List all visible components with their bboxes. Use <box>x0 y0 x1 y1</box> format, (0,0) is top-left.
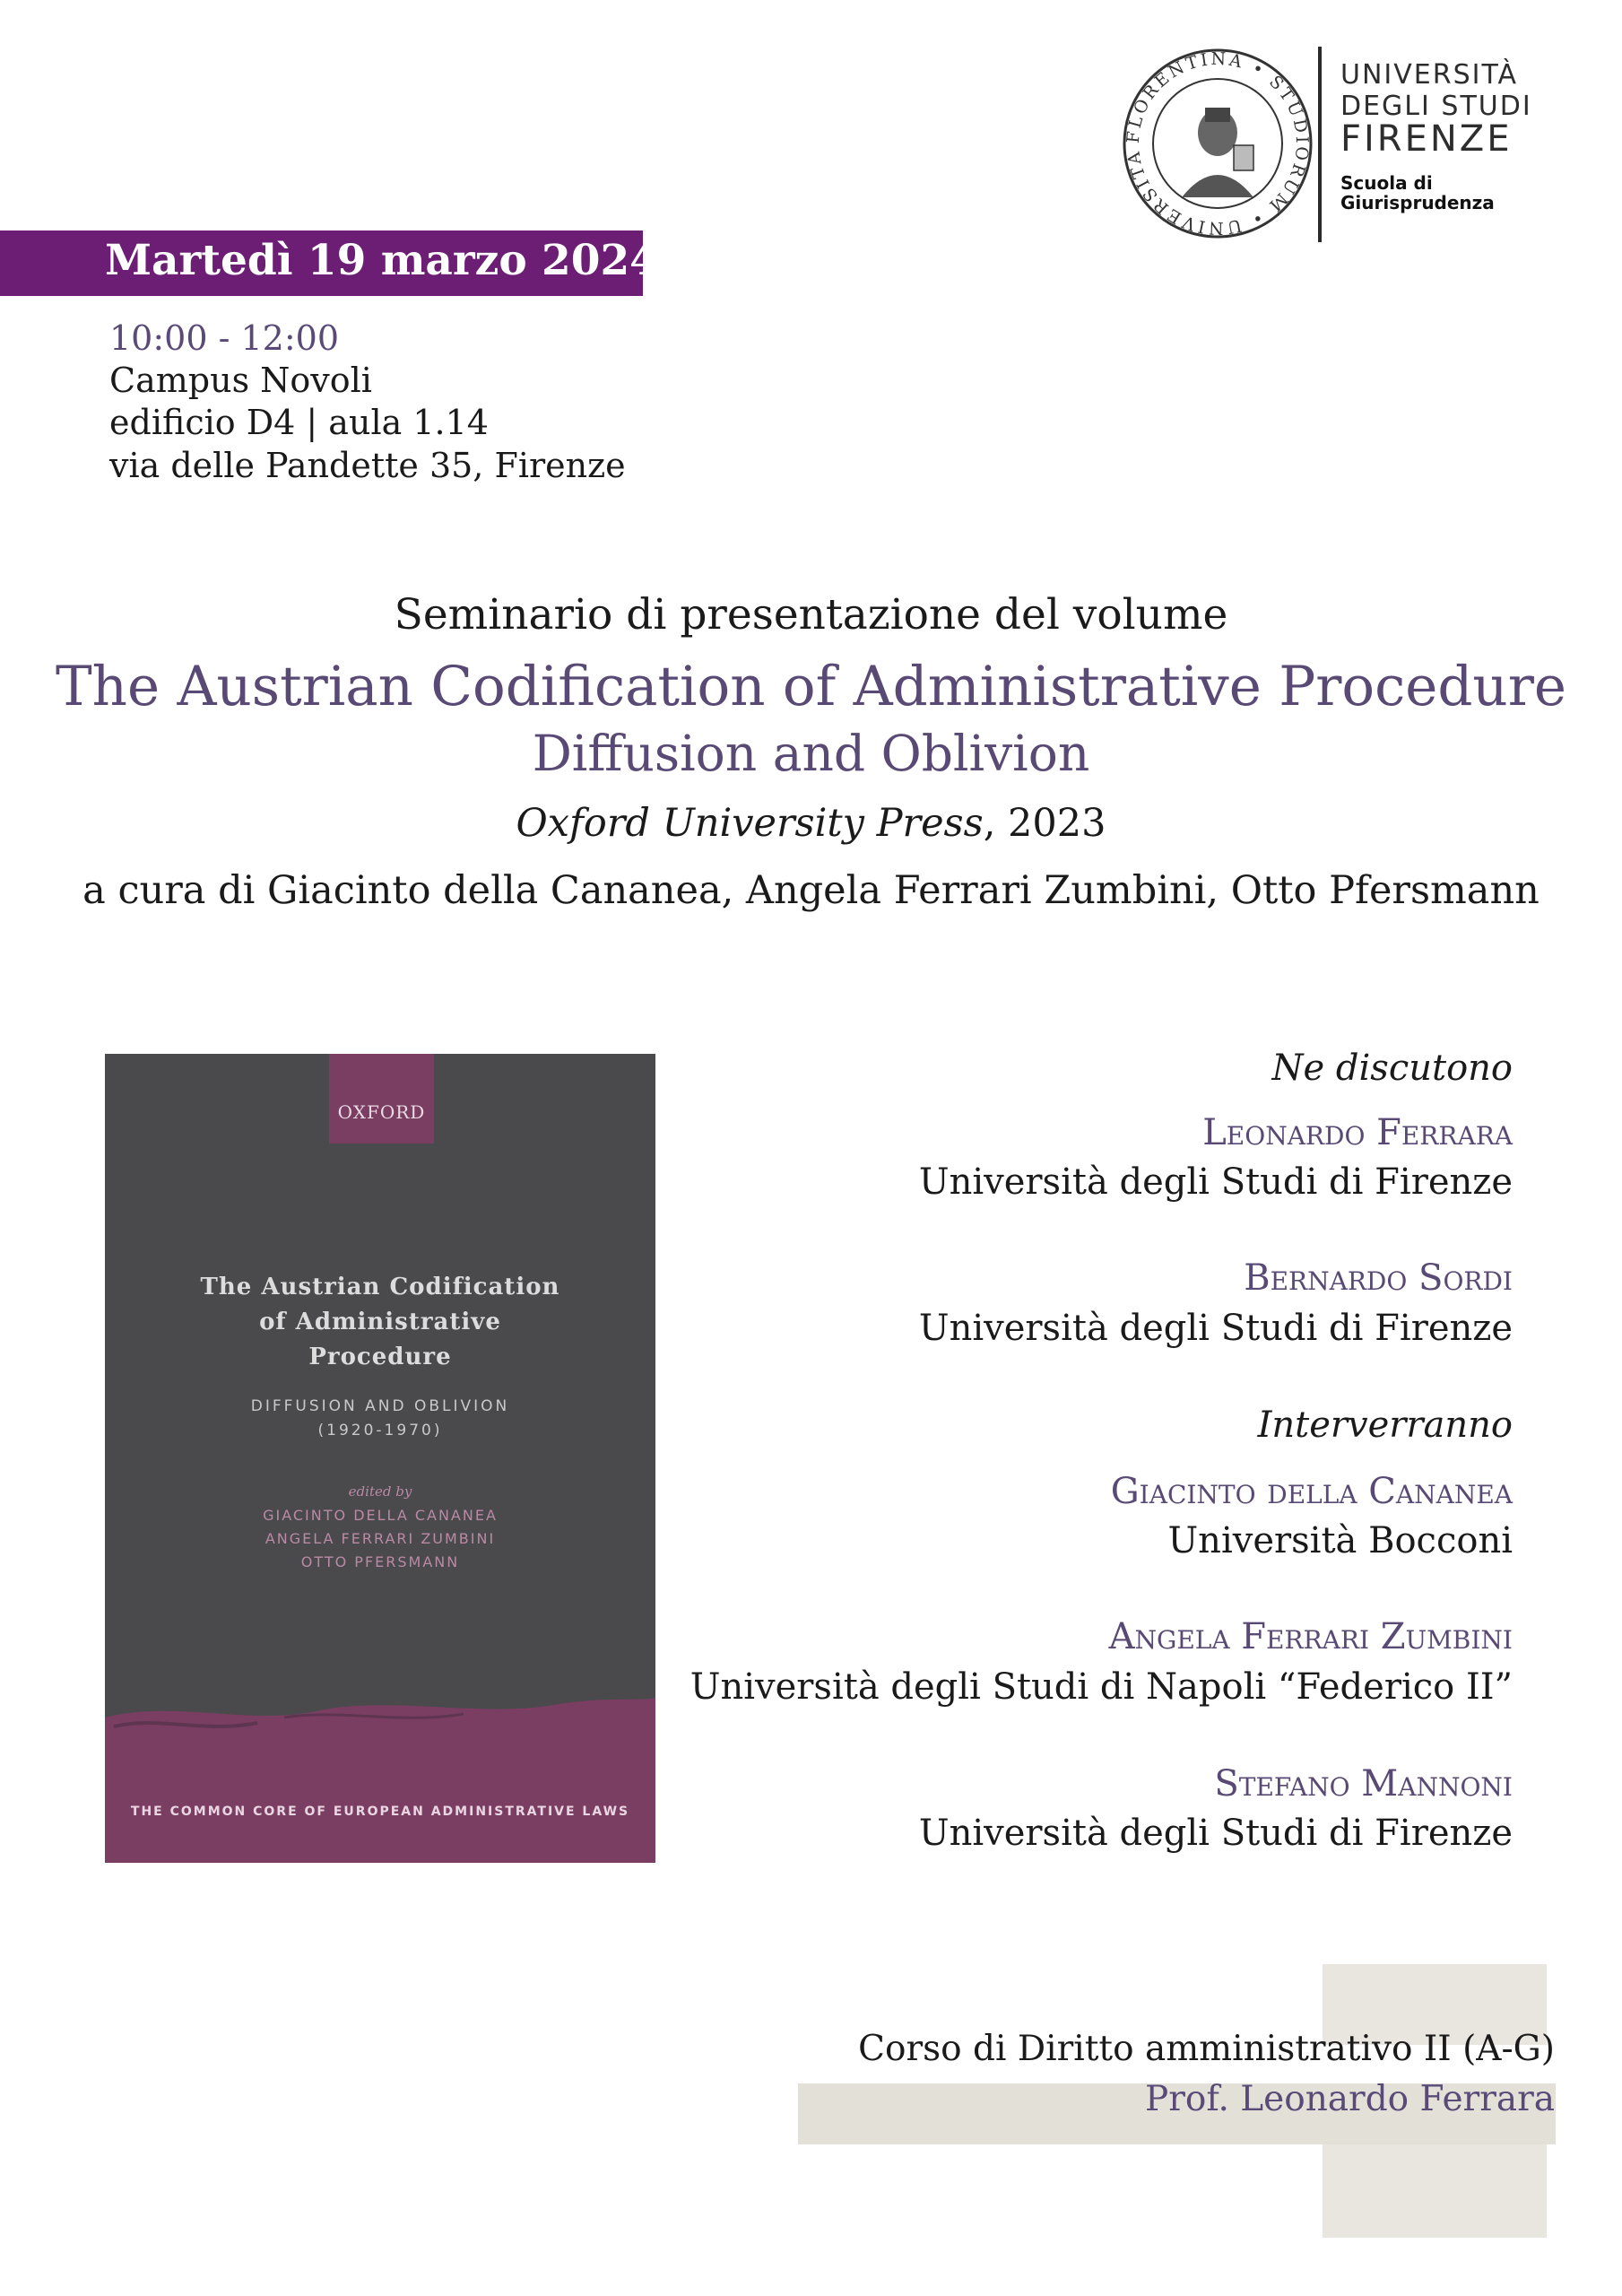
cover-title-line2: of Administrative <box>259 1309 501 1335</box>
discussant-affiliation: Università degli Studi di Firenze <box>918 1308 1513 1349</box>
intervener-name: Angela Ferrari Zumbini <box>1108 1616 1513 1657</box>
university-name-line1: UNIVERSITÀ <box>1340 59 1518 91</box>
discussants-heading: Ne discutono <box>1271 1048 1513 1089</box>
book-publisher <box>0 801 1622 846</box>
university-name-line3: FIRENZE <box>1340 118 1513 160</box>
book-editors: a cura di Giacinto della Cananea, Angela Ferrari Zumbini, Otto Pfersmann <box>82 868 1540 913</box>
publisher-name: Oxford University Press <box>516 801 984 846</box>
school-name-line1: Scuola di <box>1340 172 1433 194</box>
discussant-name: Bernardo Sordi <box>1244 1257 1513 1299</box>
event-campus: Campus Novoli <box>109 361 372 400</box>
cover-subtitle-line2: (1920-1970) <box>317 1422 443 1439</box>
university-name-line2: DEGLI STUDI <box>1340 91 1532 122</box>
oxford-imprint-label: OXFORD <box>337 1101 426 1123</box>
cover-editor-2: ANGELA FERRARI ZUMBINI <box>265 1530 496 1547</box>
interveners-heading: Interverranno <box>1257 1405 1513 1446</box>
intervener-affiliation: Università Bocconi <box>1167 1520 1513 1561</box>
event-room: edificio D4 | aula 1.14 <box>109 403 489 442</box>
cover-editor-3: OTTO PFERSMANN <box>300 1553 460 1570</box>
logo-divider <box>1318 47 1322 242</box>
cover-title-line1: The Austrian Codification <box>200 1274 560 1300</box>
book-subtitle: Diffusion and Oblivion <box>532 725 1090 782</box>
discussant-affiliation: Università degli Studi di Firenze <box>918 1161 1513 1203</box>
svg-text:FLORENTINA • STUDIORUM • UNIVE: FLORENTINA • STUDIORUM • UNIVERSITA <box>1123 48 1313 239</box>
event-date: Martedì 19 marzo 2024 <box>105 236 659 285</box>
intervener-affiliation: Università degli Studi di Firenze <box>918 1813 1513 1854</box>
event-address: via delle Pandette 35, Firenze <box>109 446 626 485</box>
cover-editor-1: GIACINTO DELLA CANANEA <box>263 1507 498 1524</box>
school-name-line2: Giurisprudenza <box>1340 192 1495 213</box>
intervener-name: Stefano Mannoni <box>1214 1763 1513 1805</box>
seminar-heading: Seminario di presentazione del volume <box>394 590 1228 639</box>
cover-title-line3: Procedure <box>308 1344 452 1370</box>
cover-edited-by: edited by <box>348 1483 412 1500</box>
course-professor: Prof. Leonardo Ferrara <box>1145 2079 1555 2119</box>
intervener-affiliation: Università degli Studi di Napoli “Federico II” <box>690 1666 1513 1708</box>
cover-series: THE COMMON CORE OF EUROPEAN ADMINISTRATIVE LAWS <box>130 1805 630 1819</box>
intervener-name: Giacinto della Cananea <box>1110 1471 1513 1512</box>
book-title: The Austrian Codification of Administrative Procedure <box>56 655 1566 718</box>
oxford-imprint-tab <box>329 1054 434 1144</box>
cover-band <box>105 1691 655 1863</box>
publication-year: , 2023 <box>983 801 1106 846</box>
course-name: Corso di Diritto amministrativo II (A-G) <box>858 2029 1555 2069</box>
university-seal <box>1119 45 1316 242</box>
discussant-name: Leonardo Ferrara <box>1202 1112 1513 1153</box>
cover-subtitle-line1: DIFFUSION AND OBLIVION <box>250 1397 510 1415</box>
event-time: 10:00 - 12:00 <box>109 318 340 358</box>
